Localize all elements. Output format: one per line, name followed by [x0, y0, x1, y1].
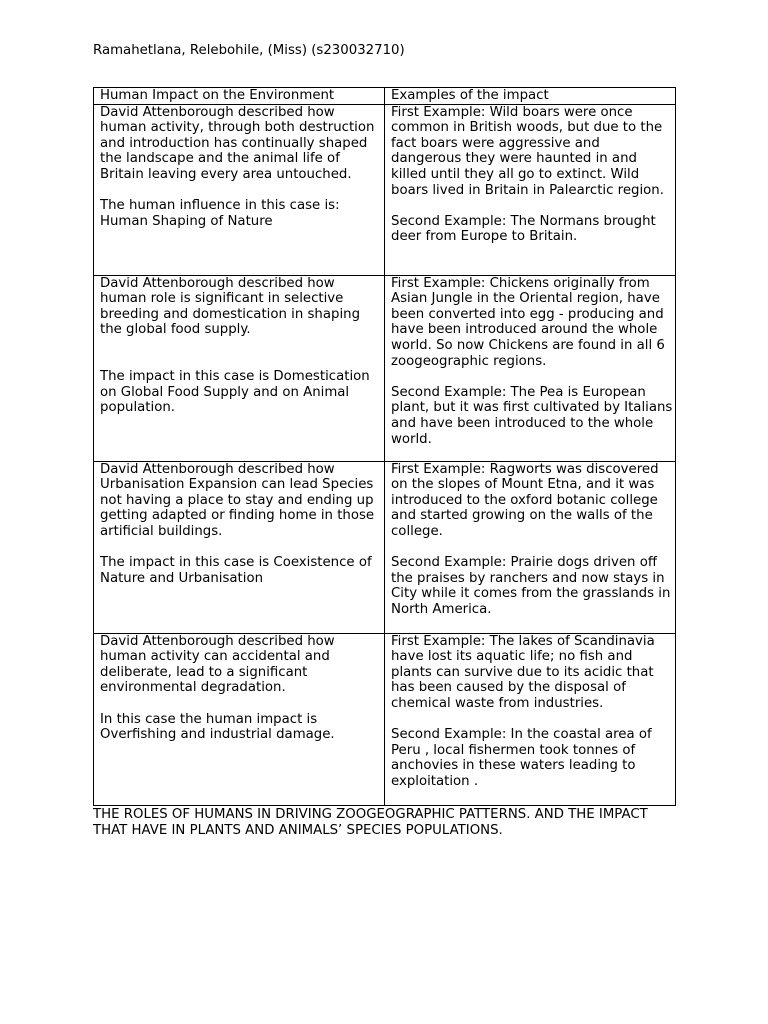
examples-cell: [385, 104, 676, 275]
impact-description: David Attenborough described how human role is significant in selective breeding and domestication in shaping the global food supply.: [100, 275, 361, 338]
first-example: First Example: The lakes of Scandinavia have lost its aquatic life; no fish and plants can survive due to its acidic that has been caused by the disposal of chemical waste from industries.: [391, 633, 655, 711]
impact-cell: [94, 633, 385, 805]
table-row: [94, 633, 676, 805]
examples-cell: [385, 275, 676, 461]
impact-cell: [94, 461, 385, 633]
table-header-row: [94, 88, 676, 105]
author-line: Ramahetlana, Relebohile, (Miss) (s230032710): [93, 43, 405, 58]
impact-cell: [94, 104, 385, 275]
table-row: [94, 104, 676, 275]
examples-cell: [385, 633, 676, 805]
column-header-impact: Human Impact on the Environment: [94, 88, 385, 105]
column-header-examples: Examples of the impact: [385, 88, 676, 105]
impact-description: David Attenborough described how Urbanisation Expansion can lead Species not having a place to stay and ending up getting adapted or finding home in those artificial buildings.: [100, 461, 375, 539]
second-example: Second Example: In the coastal area of Peru , local fishermen took tonnes of anchovies in these waters leading to exploitation .: [391, 727, 652, 789]
document-caption: THE ROLES OF HUMANS IN DRIVING ZOOGEOGRAPHIC PATTERNS. AND THE IMPACT THAT HAVE IN PLANTS AND ANIMALS’ SPECIES POPULATIONS.: [93, 807, 648, 838]
impact-summary: In this case the human impact is Overfishing and industrial damage.: [100, 711, 335, 743]
first-example: First Example: Ragworts was discovered on the slopes of Mount Etna, and it was introduced to the oxford botanic college and started growing on the walls of the college.: [391, 461, 659, 539]
examples-cell: [385, 461, 676, 633]
impact-summary: The human influence in this case is: Human Shaping of Nature: [100, 198, 340, 229]
impact-description: David Attenborough described how human activity can accidental and deliberate, lead to a significant environmental degradation.: [100, 633, 335, 696]
impact-summary: The impact in this case is Coexistence of Nature and Urbanisation: [100, 555, 372, 586]
impact-summary: The impact in this case is Domestication on Global Food Supply and on Animal population.: [100, 369, 370, 416]
second-example: Second Example: Prairie dogs driven off the praises by ranchers and now stays in City while it comes from the grasslands in North America.: [391, 555, 671, 617]
impact-cell: [94, 275, 385, 461]
first-example: First Example: Chickens originally from Asian Jungle in the Oriental region, have been converted into egg - producing and have been introduced around the whole world. So now Chickens are found in all 6 zoogeographic regions.: [391, 275, 665, 369]
impact-table: [93, 87, 676, 806]
table-row: [94, 275, 676, 461]
table-row: [94, 461, 676, 633]
second-example: Second Example: The Normans brought deer from Europe to Britain.: [391, 213, 656, 245]
impact-description: David Attenborough described how human activity, through both destruction and introduction has continually shaped the landscape and the animal life of Britain leaving every area untouched.: [100, 104, 375, 182]
first-example: First Example: Wild boars were once common in British woods, but due to the fact boars were aggressive and dangerous they were haunted in and killed until they all go to extinct. Wild boars lived in Britain in Palearctic region.: [391, 104, 664, 198]
second-example: Second Example: The Pea is European plant, but it was first cultivated by Italians and have been introduced to the whole world.: [391, 384, 673, 447]
